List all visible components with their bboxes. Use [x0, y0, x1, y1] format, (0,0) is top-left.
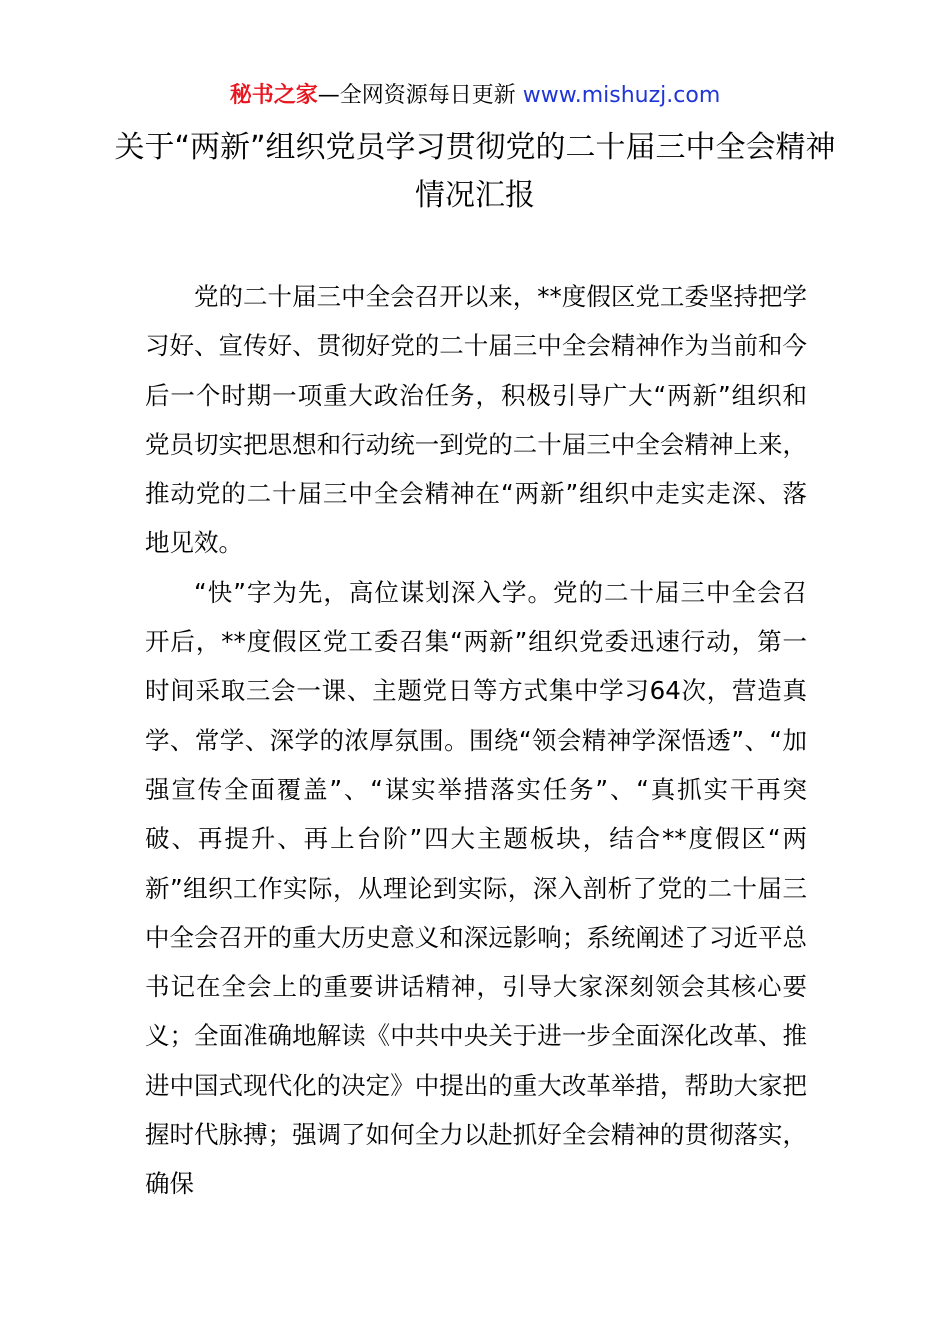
body-paragraph-2: “快”字为先，高位谋划深入学。党的二十届三中全会召开后，**度假区党工委召集“两新”组织党委迅速行动，第一时间采取三会一课、主题党日等方式集中学习64次，营造真学、常学、深学的浓厚氛围。围绕“领会精神学深悟透”、“加强宣传全面覆盖”、“谋实举措落实任务”、“真抓实干再突破、再提升、再上台阶”四大主题板块，结合**度假区“两新”组织工作实际，从理论到实际，深入剖析了党的二十届三中全会召开的重大历史意义和深远影响；系统阐述了习近平总书记在全会上的重要讲话精神，引导大家深刻领会其核心要义；全面准确地解读《中共中央关于进一步全面深化改革、推进中国式现代化的决定》中提出的重大改革举措，帮助大家把握时代脉搏；强调了如何全力以赴抓好全会精神的贯彻落实，确保: [145, 577, 807, 1199]
document-body: [145, 272, 807, 1209]
site-brand: 秘书之家: [229, 83, 318, 108]
site-url-link[interactable]: www.mishuzj.com: [522, 83, 721, 108]
site-header: [0, 80, 950, 112]
site-tagline: —全网资源每日更新: [317, 83, 516, 108]
document-title: 关于“两新”组织党员学习贯彻党的二十届三中全会精神情况汇报: [114, 130, 836, 213]
body-paragraph-1: 党的二十届三中全会召开以来，**度假区党工委坚持把学习好、宣传好、贯彻好党的二十届三中全会精神作为当前和今后一个时期一项重大政治任务，积极引导广大“两新”组织和党员切实把思想和行动统一到党的二十届三中全会精神上来，推动党的二十届三中全会精神在“两新”组织中走实走深、落地见效。: [145, 282, 807, 558]
